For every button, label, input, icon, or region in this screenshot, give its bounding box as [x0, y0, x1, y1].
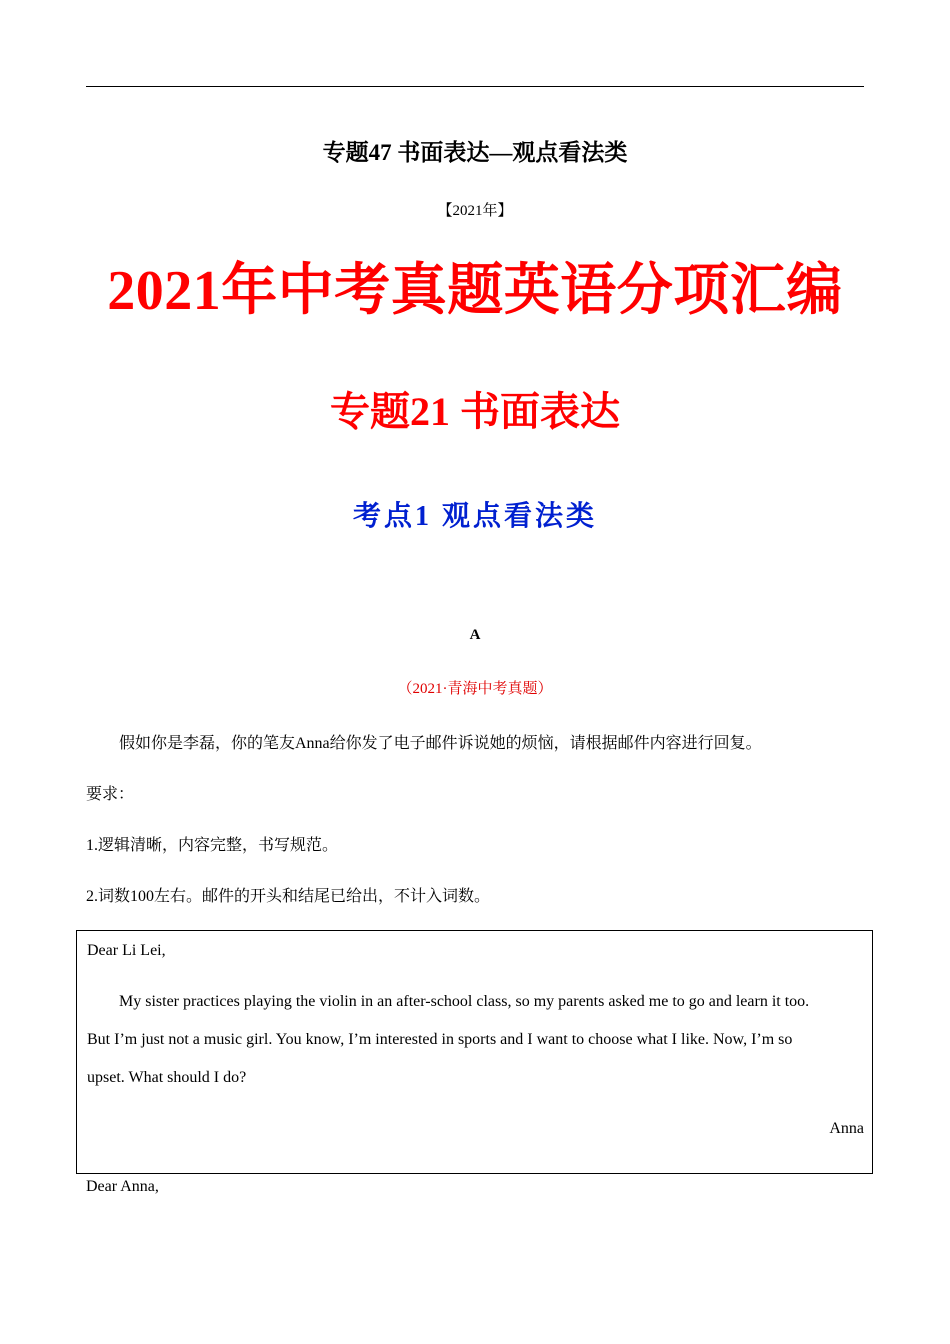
requirements-label: 要求： — [86, 786, 135, 803]
question-source: （2021·青海中考真题） — [397, 681, 553, 697]
email-greeting: Dear Li Lei, — [87, 942, 166, 959]
header-rule — [86, 86, 864, 87]
prompt-text: 假如你是李磊，你的笔友Anna给你发了电子邮件诉说她的烦恼，请根据邮件内容进行回复。 — [119, 735, 762, 752]
year-tag: 【2021年】 — [437, 203, 513, 219]
email-signature: Anna — [829, 1120, 864, 1137]
requirement-2: 2.词数100左右。邮件的开头和结尾已给出，不计入词数。 — [86, 888, 491, 905]
main-title: 2021年中考真题英语分项汇编 — [107, 260, 843, 322]
topic-title: 专题47 书面表达—观点看法类 — [322, 140, 628, 165]
email-line: upset. What should I do? — [87, 1069, 247, 1086]
reply-greeting: Dear Anna, — [86, 1178, 159, 1195]
requirement-1: 1.逻辑清晰，内容完整，书写规范。 — [86, 837, 339, 854]
section-label: A — [469, 627, 481, 643]
subtitle: 专题21 书面表达 — [330, 389, 620, 434]
email-line: But I’m just not a music girl. You know, I’m interested in sports and I want to choose what I like. Now, I’m so — [87, 1031, 793, 1048]
email-line: My sister practices playing the violin in an after-school class, so my parents asked me to go and learn it too. — [119, 993, 810, 1010]
email-box — [76, 930, 873, 1174]
point-title: 考点1 观点看法类 — [352, 501, 597, 532]
